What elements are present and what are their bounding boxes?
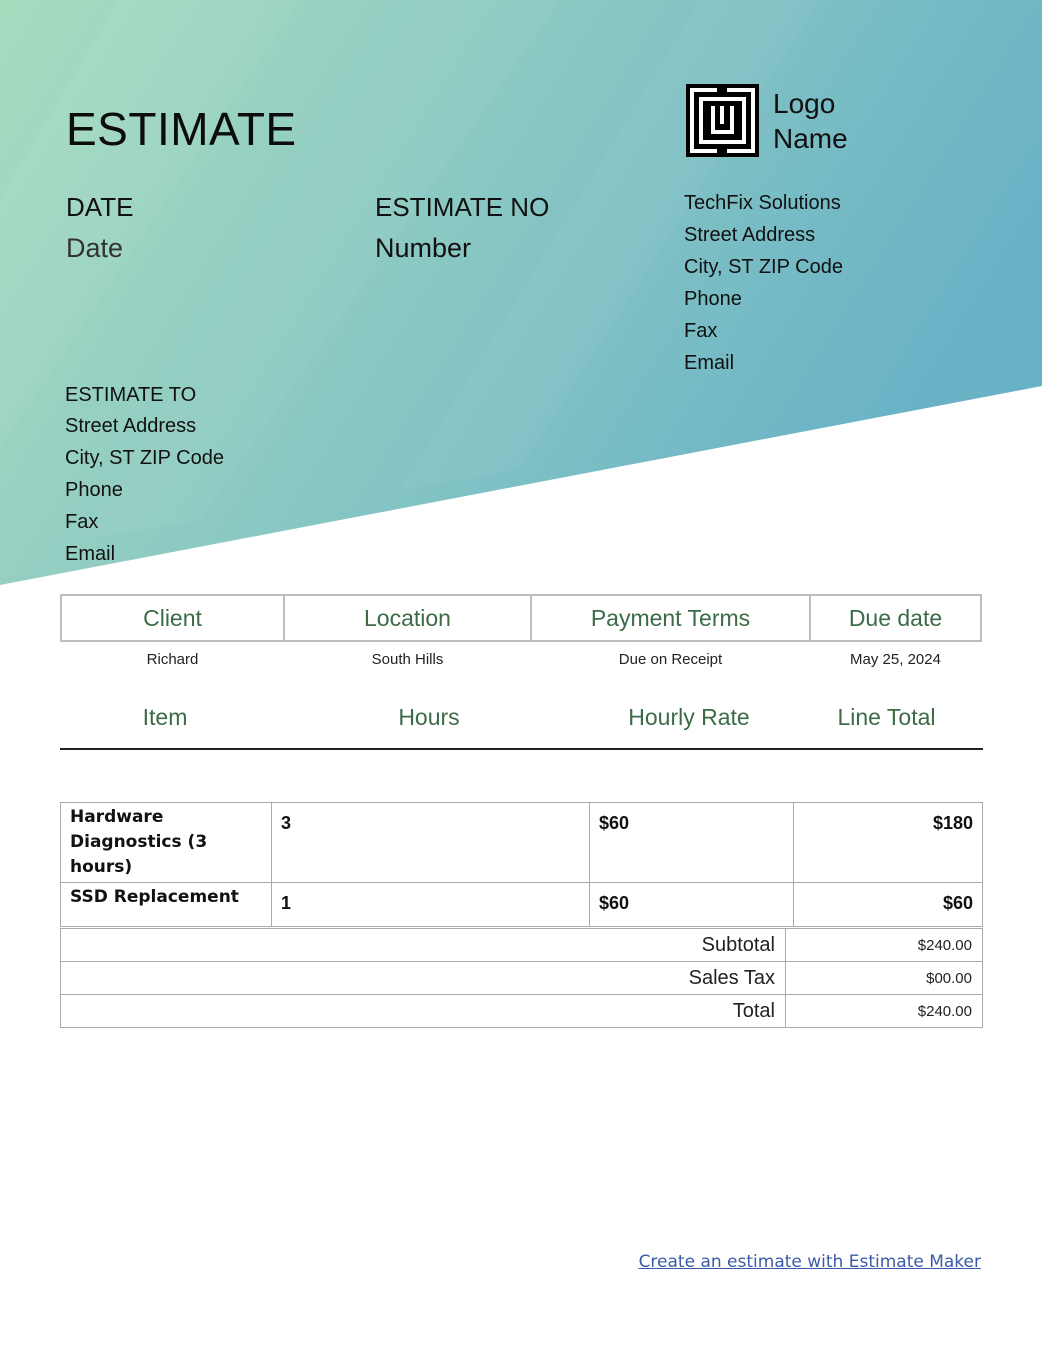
subtotal-value: $240.00: [786, 929, 983, 962]
totals-table: [60, 928, 983, 1028]
table-row: [61, 803, 983, 883]
company-name: TechFix Solutions: [684, 192, 841, 214]
sales-tax-value: $00.00: [786, 962, 983, 995]
company-street: Street Address: [684, 224, 816, 246]
location-value: South Hills: [371, 650, 444, 668]
date-label: DATE: [66, 192, 134, 222]
item-description-line: Hardware: [70, 807, 164, 827]
line-total-column-header: Line Total: [837, 704, 936, 730]
sales-tax-label: Sales Tax: [61, 962, 786, 995]
item-description-line: Diagnostics (3 hours): [70, 832, 208, 877]
estimate-to-label: ESTIMATE TO: [65, 384, 197, 406]
logo-line-1: Logo: [773, 88, 836, 119]
estimate-no-label: ESTIMATE NO: [375, 192, 550, 222]
logo-maze-icon: [686, 84, 759, 157]
due-date-value: May 25, 2024: [850, 650, 941, 668]
estimate-maker-link[interactable]: Create an estimate with Estimate Maker: [638, 1252, 981, 1272]
subtotal-row: [61, 929, 983, 962]
estimate-to-email: Email: [65, 543, 116, 565]
items-header-row: [60, 704, 983, 750]
client-header: Client: [61, 595, 284, 641]
item-rate: $60: [590, 803, 794, 883]
client-value: Richard: [146, 650, 199, 668]
item-hours: 3: [272, 803, 590, 883]
company-phone: Phone: [684, 288, 742, 310]
item-column-header: Item: [142, 704, 188, 730]
client-info-table: [60, 594, 982, 676]
estimate-to-city: City, ST ZIP Code: [65, 447, 224, 469]
item-line-total: $60: [794, 883, 983, 927]
item-line-total: $180: [794, 803, 983, 883]
total-value: $240.00: [786, 995, 983, 1028]
line-items-table: [60, 802, 983, 927]
item-hours: 1: [272, 883, 590, 927]
subtotal-label: Subtotal: [61, 929, 786, 962]
estimate-to-phone: Phone: [65, 479, 123, 501]
logo-name: [773, 86, 848, 156]
location-header: Location: [284, 595, 531, 641]
company-address: [684, 187, 843, 379]
total-label: Total: [61, 995, 786, 1028]
estimate-to-block: [65, 380, 224, 570]
logo-line-2: Name: [773, 123, 848, 154]
item-description-line: SSD Replacement: [70, 887, 239, 907]
date-value[interactable]: Date: [66, 233, 124, 263]
total-row: [61, 995, 983, 1028]
estimate-no-value[interactable]: Number: [375, 233, 472, 263]
hours-column-header: Hours: [398, 704, 460, 730]
payment-terms-value: Due on Receipt: [618, 650, 723, 668]
company-city: City, ST ZIP Code: [684, 256, 843, 278]
table-row: [61, 883, 983, 927]
company-fax: Fax: [684, 320, 718, 342]
item-rate: $60: [590, 883, 794, 927]
payment-terms-header: Payment Terms: [531, 595, 810, 641]
company-email: Email: [684, 352, 735, 374]
document-title: ESTIMATE: [66, 103, 297, 155]
hourly-rate-column-header: Hourly Rate: [628, 704, 750, 730]
estimate-to-fax: Fax: [65, 511, 99, 533]
item-description: [61, 883, 272, 927]
due-date-header: Due date: [810, 595, 981, 641]
item-description: [61, 803, 272, 883]
sales-tax-row: [61, 962, 983, 995]
estimate-to-street: Street Address: [65, 415, 197, 437]
